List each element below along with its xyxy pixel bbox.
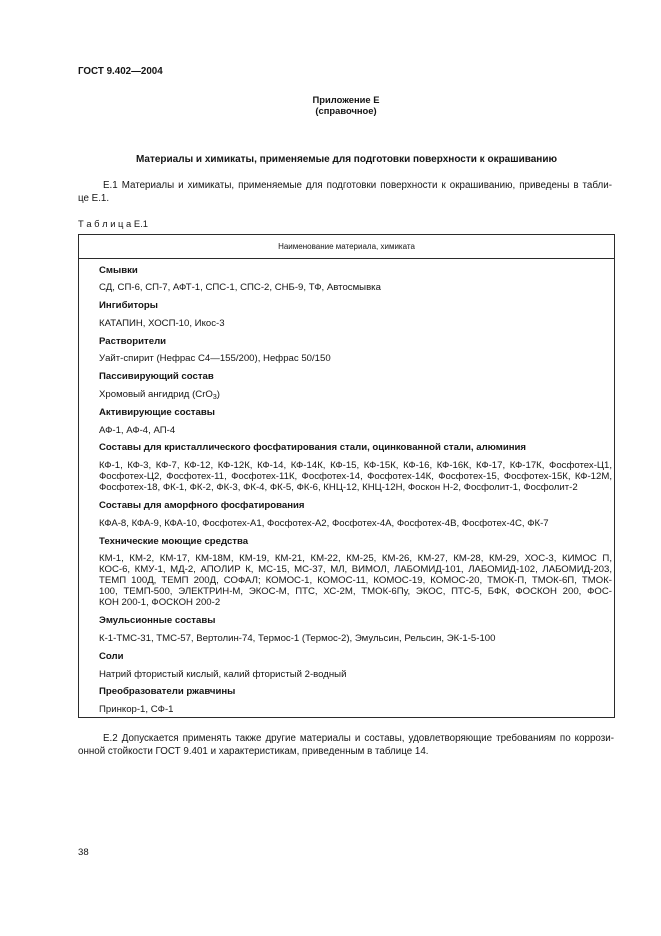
formula-subscript: 3: [212, 394, 217, 402]
group-items: [99, 704, 612, 715]
group-heading: Смывки: [99, 264, 138, 276]
group-item-line: КАТАПИН, ХОСП-10, Икос-3: [99, 317, 225, 329]
group-item-line: СД, СП-6, СП-7, АФТ-1, СПС-1, СПС-2, СНБ-9, ТФ, Автосмывка: [99, 282, 381, 294]
group-item-line: КМ-1, КМ-2, КМ-17, КМ-18М, КМ-19, КМ-21, КМ-22, КМ-25, КМ-26, КМ-27, КМ-28, КМ-29, ХОС-3, КИМОС П,: [99, 553, 612, 565]
group-heading: Растворители: [99, 335, 167, 347]
group-items: [99, 553, 612, 608]
page-number: 38: [78, 847, 89, 858]
group-item-line: КФ-1, КФ-3, КФ-7, КФ-12, КФ-12К, КФ-14, КФ-14К, КФ-15, КФ-15К, КФ-16, КФ-16К, КФ-17, КФ-17К, Фосфотех-Ц1,: [99, 460, 612, 472]
paragraph-e2-line: Е.2 Допускается применять также другие материалы и составы, удовлетворяющие требованиям по коррози-: [103, 733, 614, 744]
group-item-line: Фосфотех-18, ФК-1, ФК-2, ФК-3, ФК-4, ФК-5, ФК-6, КНЦ-12, КНЦ-12Н, Фоскон Н-2, Фосфолит-1, Фосфолит-2: [99, 482, 578, 494]
formula-text: ): [216, 389, 220, 401]
appendix-label: Приложение Е: [312, 94, 380, 105]
group-heading: Составы для аморфного фосфатирования: [99, 500, 305, 512]
group-items: [99, 389, 612, 400]
appendix-type: (справочное): [315, 105, 377, 116]
group-items: [99, 633, 612, 644]
group-heading: Преобразователи ржавчины: [99, 686, 236, 698]
group-heading: Технические моющие средства: [99, 535, 249, 547]
section-title: Материалы и химикаты, применяемые для подготовки поверхности к окрашиванию: [135, 154, 558, 165]
group-item-line: Уайт-спирит (Нефрас С4—155/200), Нефрас 50/150: [99, 353, 331, 365]
group-item-line: ТЕМП 100Д, ТЕМП 200Д, СОФАЛ; КОМОС-1, КОМОС-11, КОМОС-19, КОМОС-20, ТМОК-П, ТМОК-6П, ТМОК-: [99, 575, 612, 587]
paragraph-e1-line: Е.1 Материалы и химикаты, применяемые для подготовки поверхности к окрашиванию, приведены в табли-: [103, 180, 612, 191]
group-items: [99, 318, 612, 329]
group-items: [99, 518, 612, 529]
group-heading: Активирующие составы: [99, 406, 215, 418]
group-items: [99, 669, 612, 680]
group-heading: Пассивирующий состав: [99, 371, 214, 383]
group-items: [99, 460, 612, 493]
group-items: [99, 425, 612, 436]
paragraph-e2-line: онной стойкости ГОСТ 9.401 и характеристикам, приведенным в таблице 14.: [78, 746, 429, 757]
group-items: [99, 353, 612, 364]
table-label: Т а б л и ц а Е.1: [78, 218, 148, 229]
group-items: [99, 282, 612, 293]
table-column-header: Наименование материала, химиката: [79, 235, 614, 259]
group-item-line: КФА-8, КФА-9, КФА-10, Фосфотех-А1, Фосфотех-А2, Фосфотех-4А, Фосфотех-4В, Фосфотех-4С, ФК-7: [99, 517, 549, 529]
group-heading: Эмульсионные составы: [99, 615, 216, 627]
paragraph-e1-line: це Е.1.: [78, 193, 110, 204]
group-item-line: К-1-ТМС-31, ТМС-57, Вертолин-74, Термос-1 (Термос-2), Эмульсин, Рельсин, ЭК-1-5-100: [99, 633, 496, 645]
group-heading: Соли: [99, 650, 124, 662]
group-item-line: Натрий фтористый кислый, калий фтористый 2-водный: [99, 668, 347, 680]
group-item-line: АФ-1, АФ-4, АП-4: [99, 424, 176, 436]
group-item-line: [99, 389, 612, 400]
group-item-line: КОН 200-1, ФОСКОН 200-2: [99, 597, 221, 609]
table-body: [79, 259, 614, 715]
group-item-line: 100, ТЕМП-500, ЭЛЕКТРИН-М, ЭКОС-М, ПТС, ХС-2М, ТМОК-6Пу, ЭКОС, ПТС-5, БФК, ФОСКОН 200, ФОС-: [99, 586, 612, 598]
group-heading: Ингибиторы: [99, 300, 158, 312]
materials-table: [78, 234, 615, 718]
group-item-line: Фосфотех-Ц2, Фосфотех-11, Фосфотех-11К, Фосфотех-14, Фосфотех-14К, Фосфотех-15, Фосфотех-15К, КФ-12М,: [99, 471, 612, 483]
group-item-line: Принкор-1, СФ-1: [99, 704, 174, 716]
doc-code: ГОСТ 9.402—2004: [78, 66, 163, 77]
group-item-line: КОС-6, КМУ-1, МД-2, АПОЛИР К, МС-15, МС-37, МЛ, ВИМОЛ, ЛАБОМИД-101, ЛАБОМИД-102, ЛАБОМИД-203,: [99, 564, 612, 576]
group-heading: Составы для кристаллического фосфатирования стали, оцинкованной стали, алюминия: [99, 442, 527, 454]
formula-text: Хромовый ангидрид (CrO: [99, 389, 213, 401]
